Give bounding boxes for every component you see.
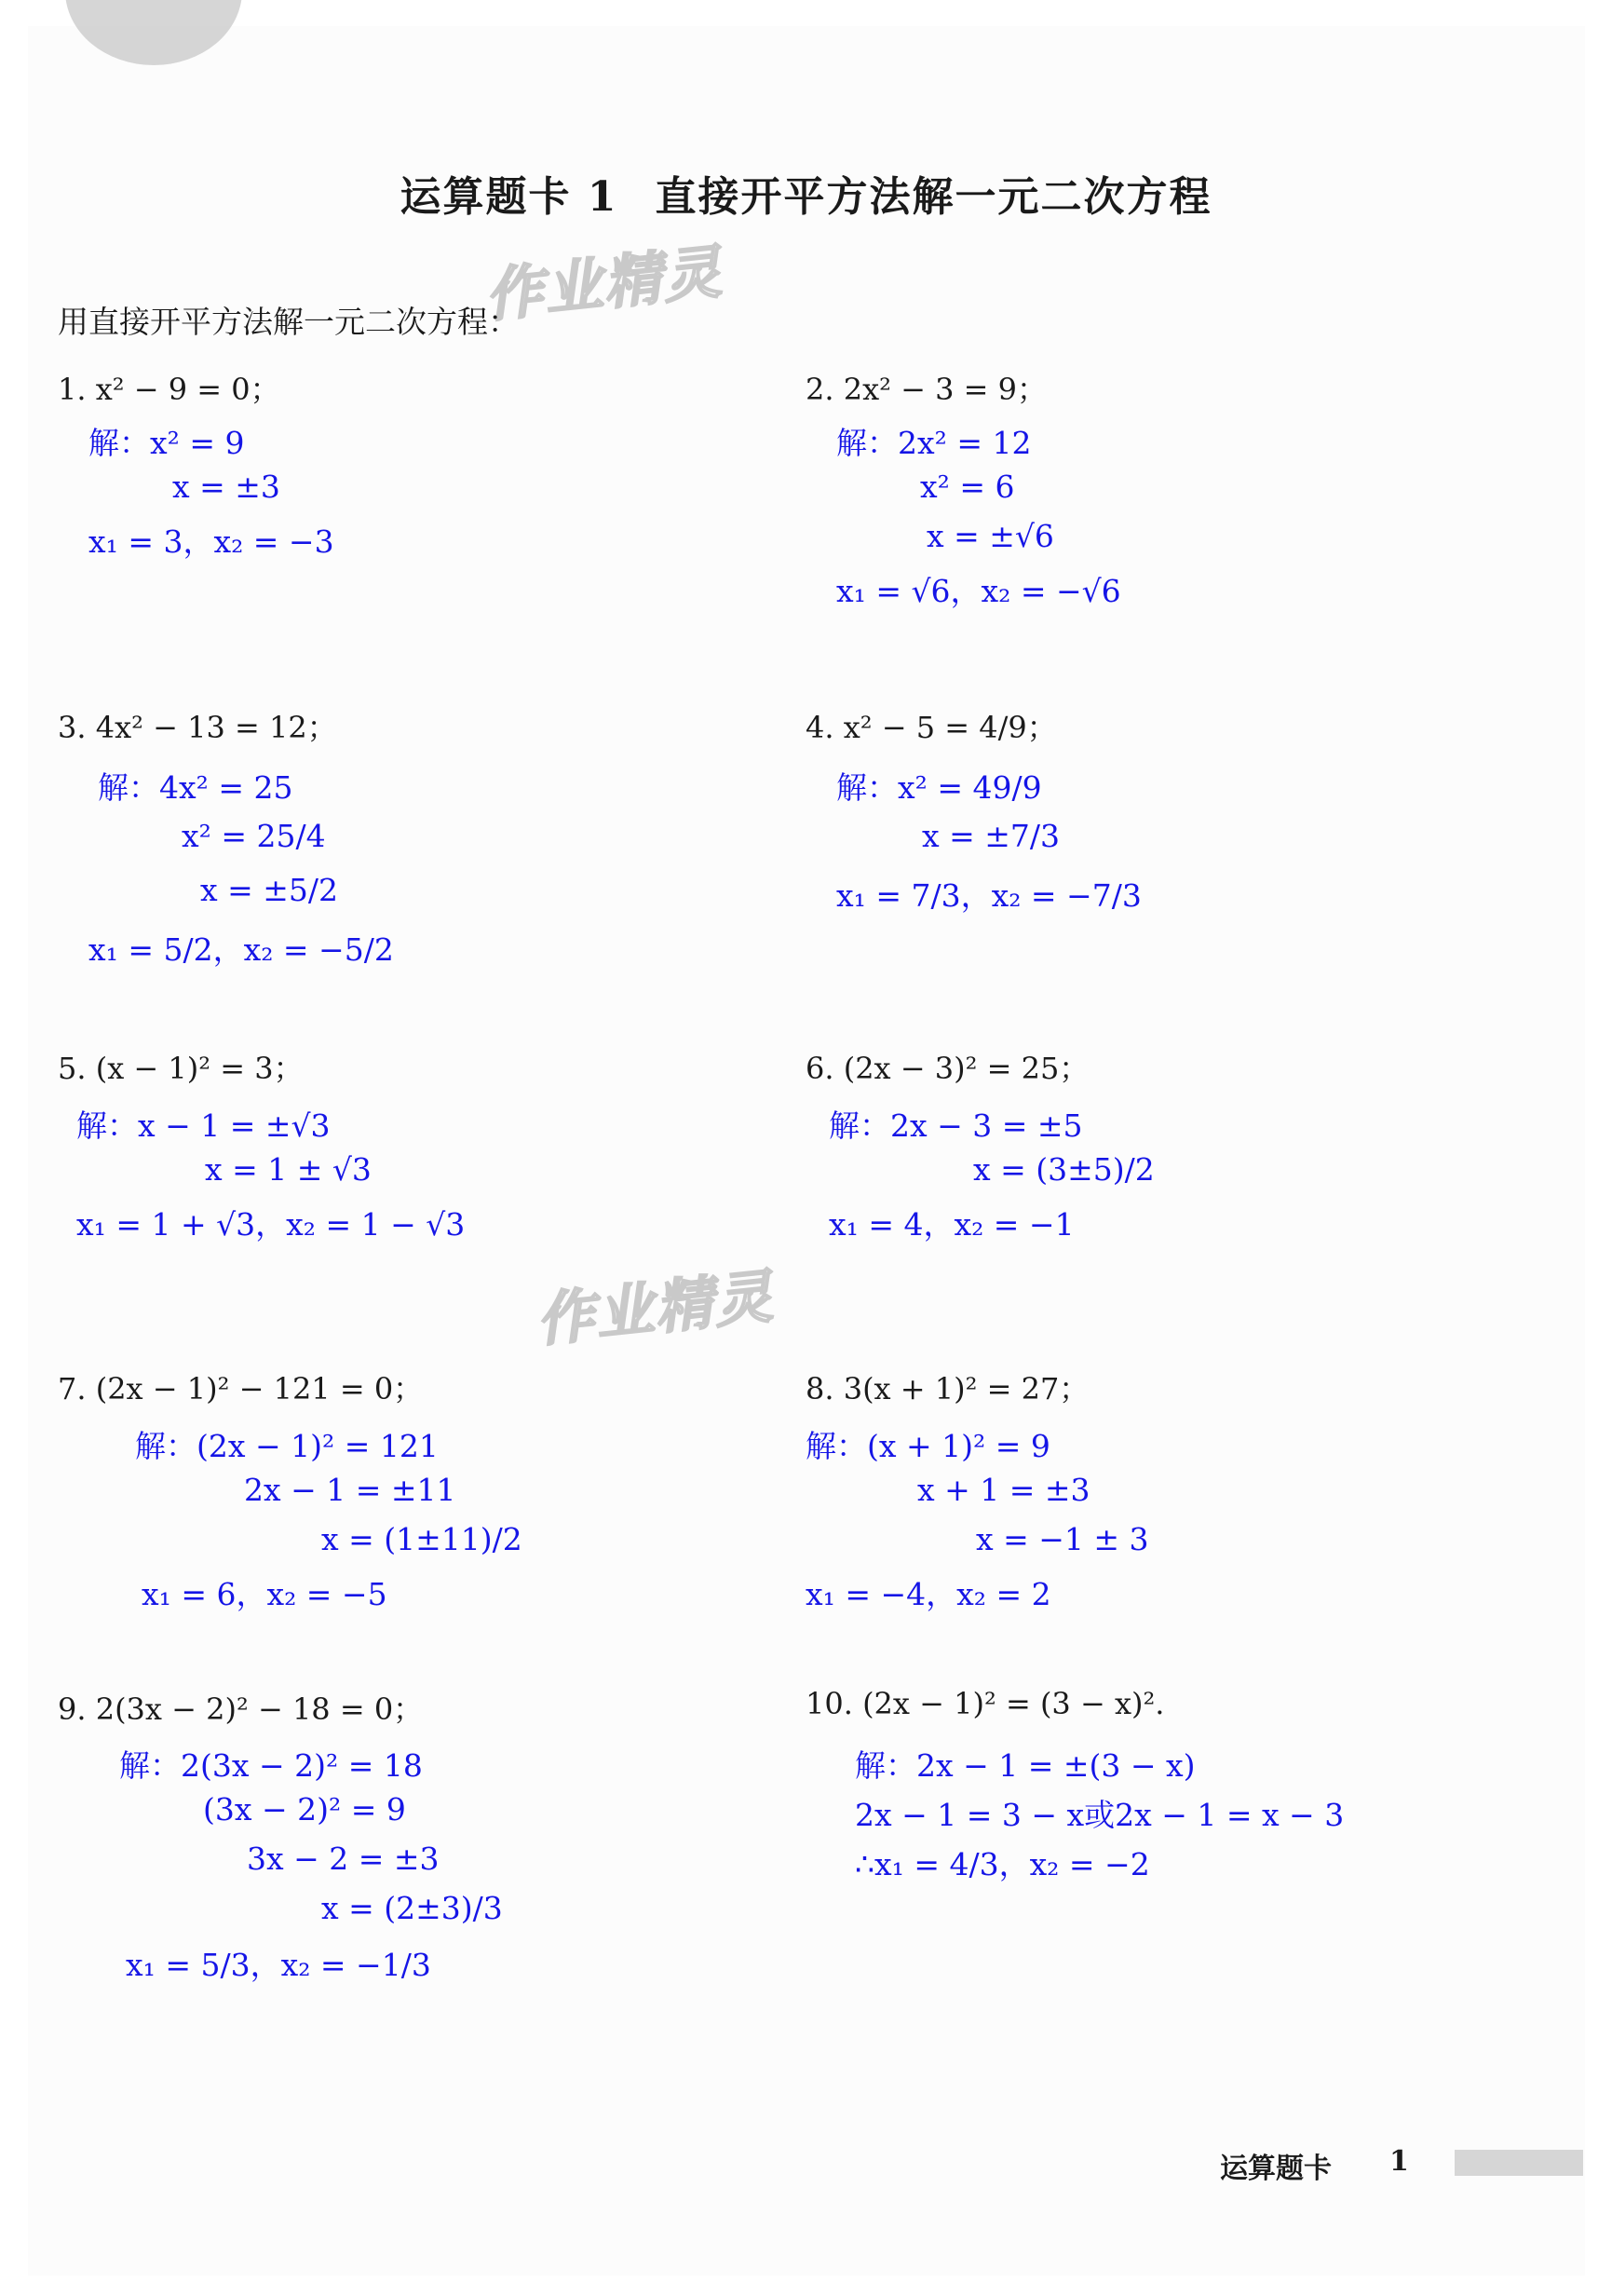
solution-line: 解：2x − 3 = ±5 <box>829 1107 1083 1144</box>
solution-line: 解：4x² = 25 <box>98 769 293 806</box>
problem-8: 8. 3(x + 1)² = 27； <box>806 1371 1090 1406</box>
page-number: 1 <box>1389 2145 1409 2178</box>
problem-2: 2. 2x² − 3 = 9； <box>806 372 1047 407</box>
solution-line: 解：x² = 49/9 <box>836 769 1042 806</box>
solution-line: 解：2x − 1 = ±(3 − x) <box>855 1747 1196 1784</box>
solution-line: ∴x₁ = 4/3，x₂ = −2 <box>855 1846 1150 1882</box>
instruction-text: 用直接开平方法解一元二次方程： <box>58 304 519 340</box>
problem-7: 7. (2x − 1)² − 121 = 0； <box>58 1371 424 1406</box>
solution-line: x = (2±3)/3 <box>321 1890 503 1926</box>
solution-line: 3x − 2 = ±3 <box>247 1841 440 1877</box>
solution-line: x² = 25/4 <box>182 818 326 854</box>
problem-10: 10. (2x − 1)² = (3 − x)². <box>806 1686 1165 1721</box>
title-topic: 直接开平方法解一元二次方程 <box>655 173 1212 221</box>
solution-line: x = −1 ± 3 <box>976 1521 1149 1557</box>
solution-line: x = (3±5)/2 <box>973 1151 1155 1188</box>
solution-line: x₁ = 7/3，x₂ = −7/3 <box>836 877 1142 914</box>
solution-line: x₁ = 3，x₂ = −3 <box>88 523 334 560</box>
solution-line: 2x − 1 = ±11 <box>244 1472 456 1508</box>
solution-line: x² = 6 <box>920 469 1015 505</box>
solution-line: 解：x − 1 = ±√3 <box>76 1107 331 1144</box>
page-title <box>0 163 1612 223</box>
solution-line: x = ±√6 <box>927 518 1054 554</box>
footer-label: 运算题卡 <box>1220 2153 1332 2185</box>
solution-line: x₁ = 6，x₂ = −5 <box>142 1576 387 1612</box>
watermark: 作业精灵 <box>481 237 726 331</box>
solution-line: x = ±5/2 <box>200 872 339 908</box>
solution-line: x₁ = 4，x₂ = −1 <box>829 1206 1075 1243</box>
problem-1: 1. x² − 9 = 0； <box>58 372 280 407</box>
solution-line: 解：x² = 9 <box>88 425 245 461</box>
watermark: 作业精灵 <box>533 1261 778 1355</box>
problem-6: 6. (2x − 3)² = 25； <box>806 1051 1090 1086</box>
solution-line: 2x − 1 = 3 − x或2x − 1 = x − 3 <box>855 1797 1345 1833</box>
solution-line: x + 1 = ±3 <box>917 1472 1090 1508</box>
solution-line: x = ±3 <box>172 469 280 505</box>
solution-line: 解：(2x − 1)² = 121 <box>135 1428 439 1464</box>
solution-line: x₁ = 5/3，x₂ = −1/3 <box>126 1947 431 1983</box>
title-card-number: 运算题卡 1 <box>400 173 618 221</box>
solution-line: x₁ = 1 + √3，x₂ = 1 − √3 <box>76 1206 466 1243</box>
problem-3: 3. 4x² − 13 = 12； <box>58 710 337 745</box>
solution-line: (3x − 2)² = 9 <box>203 1791 406 1827</box>
solution-line: x₁ = 5/2，x₂ = −5/2 <box>88 931 394 968</box>
solution-line: x = ±7/3 <box>922 818 1061 854</box>
problem-4: 4. x² − 5 = 4/9； <box>806 710 1057 745</box>
solution-line: 解：2(3x − 2)² = 18 <box>119 1747 423 1784</box>
solution-line: x = (1±11)/2 <box>321 1521 522 1557</box>
solution-line: 解：2x² = 12 <box>836 425 1032 461</box>
solution-line: x₁ = −4，x₂ = 2 <box>806 1576 1051 1612</box>
problem-5: 5. (x − 1)² = 3； <box>58 1051 304 1086</box>
problem-9: 9. 2(3x − 2)² − 18 = 0； <box>58 1691 424 1727</box>
solution-line: x = 1 ± √3 <box>205 1151 372 1188</box>
solution-line: 解：(x + 1)² = 9 <box>806 1428 1050 1464</box>
footer-decoration <box>1455 2150 1583 2176</box>
solution-line: x₁ = √6，x₂ = −√6 <box>836 573 1121 609</box>
